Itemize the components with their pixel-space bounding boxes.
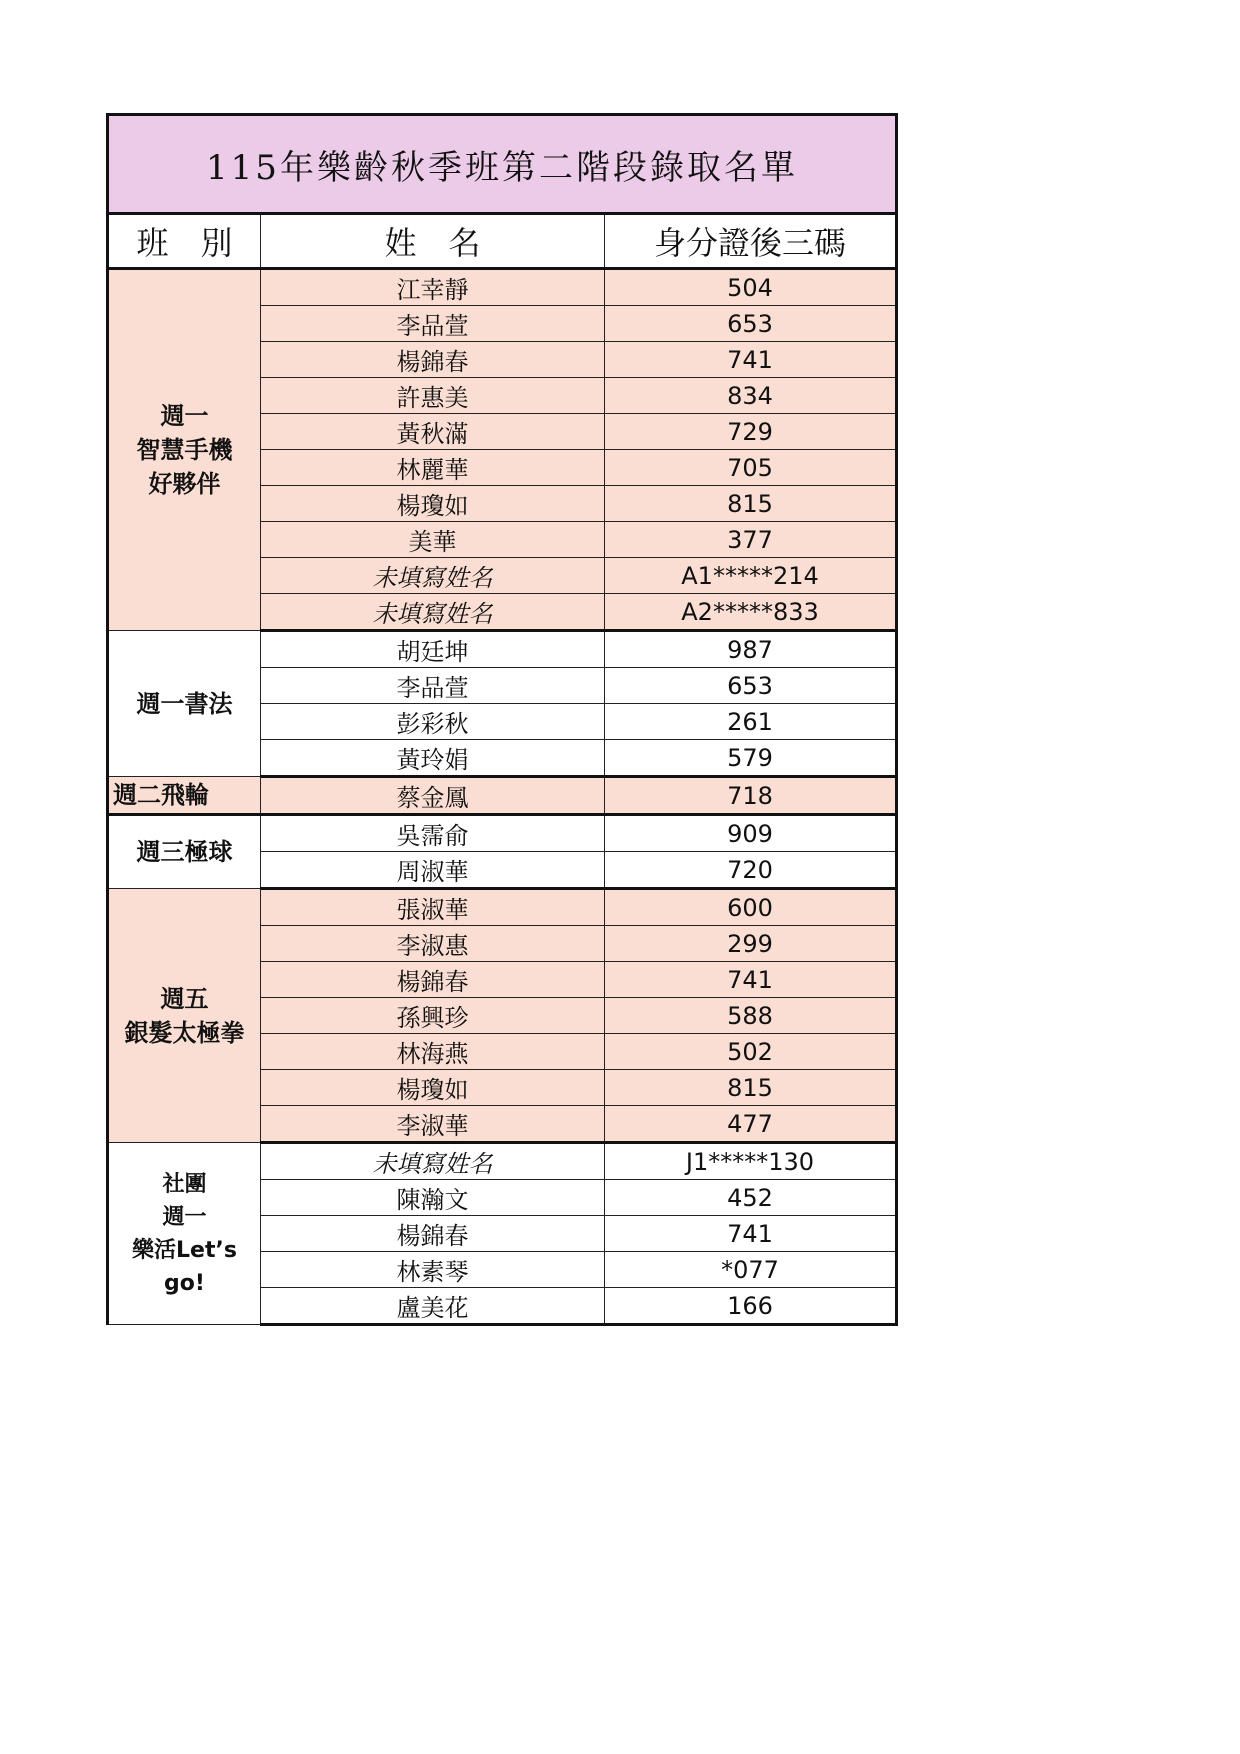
id-suffix-cell: 815 bbox=[605, 1070, 897, 1106]
student-name-cell: 李品萱 bbox=[261, 668, 605, 704]
id-suffix-cell: 987 bbox=[605, 631, 897, 668]
class-name-cell bbox=[108, 815, 261, 889]
student-name-cell: 未填寫姓名 bbox=[261, 558, 605, 594]
page-title: 115年樂齡秋季班第二階段錄取名單 bbox=[108, 115, 897, 214]
student-name-cell: 陳瀚文 bbox=[261, 1180, 605, 1216]
class-name-cell bbox=[108, 889, 261, 1143]
title-row bbox=[108, 115, 897, 214]
admission-list-table bbox=[106, 113, 898, 1326]
class-name-line: 智慧手機 bbox=[136, 436, 233, 464]
id-suffix-cell: 729 bbox=[605, 414, 897, 450]
column-header-id: 身分證後三碼 bbox=[605, 214, 897, 269]
student-name-cell: 彭彩秋 bbox=[261, 704, 605, 740]
id-suffix-cell: 166 bbox=[605, 1288, 897, 1325]
student-name-cell: 未填寫姓名 bbox=[261, 594, 605, 631]
student-name-cell: 林海燕 bbox=[261, 1034, 605, 1070]
id-suffix-cell: 377 bbox=[605, 522, 897, 558]
student-name-cell: 未填寫姓名 bbox=[261, 1143, 605, 1180]
id-suffix-cell: A2*****833 bbox=[605, 594, 897, 631]
table-row bbox=[108, 777, 897, 815]
id-suffix-cell: 720 bbox=[605, 852, 897, 889]
student-name-cell: 楊錦春 bbox=[261, 1216, 605, 1252]
class-name-line: 週二飛輪 bbox=[113, 781, 209, 809]
id-suffix-cell: 741 bbox=[605, 1216, 897, 1252]
class-name-line: 週一書法 bbox=[136, 689, 233, 718]
class-name-cell bbox=[108, 777, 261, 815]
id-suffix-cell: 588 bbox=[605, 998, 897, 1034]
class-name-cell bbox=[108, 631, 261, 777]
student-name-cell: 黃秋滿 bbox=[261, 414, 605, 450]
student-name-cell: 林麗華 bbox=[261, 450, 605, 486]
id-suffix-cell: 909 bbox=[605, 815, 897, 852]
class-name-line: 銀髮太極拳 bbox=[124, 1018, 245, 1047]
class-name-line: go! bbox=[164, 1270, 205, 1296]
student-name-cell: 蔡金鳳 bbox=[261, 777, 605, 815]
student-name-cell: 張淑華 bbox=[261, 889, 605, 926]
table-row bbox=[108, 815, 897, 852]
id-suffix-cell: 504 bbox=[605, 269, 897, 306]
id-suffix-cell: 653 bbox=[605, 306, 897, 342]
column-header-name: 姓 名 bbox=[261, 214, 605, 269]
student-name-cell: 林素琴 bbox=[261, 1252, 605, 1288]
student-name-cell: 周淑華 bbox=[261, 852, 605, 889]
id-suffix-cell: 834 bbox=[605, 378, 897, 414]
id-suffix-cell: 653 bbox=[605, 668, 897, 704]
student-name-cell: 楊瓊如 bbox=[261, 1070, 605, 1106]
class-name-line: 樂活Let’s bbox=[132, 1237, 237, 1263]
student-name-cell: 胡廷坤 bbox=[261, 631, 605, 668]
class-name-line: 週三極球 bbox=[136, 838, 233, 866]
class-name-line: 週五 bbox=[160, 984, 209, 1013]
id-suffix-cell: 261 bbox=[605, 704, 897, 740]
header-row bbox=[108, 214, 897, 269]
id-suffix-cell: 452 bbox=[605, 1180, 897, 1216]
table-row bbox=[108, 1143, 897, 1180]
id-suffix-cell: 718 bbox=[605, 777, 897, 815]
student-name-cell: 楊錦春 bbox=[261, 962, 605, 998]
column-header-class: 班 別 bbox=[108, 214, 261, 269]
class-name-line: 好夥伴 bbox=[148, 470, 221, 498]
student-name-cell: 許惠美 bbox=[261, 378, 605, 414]
id-suffix-cell: J1*****130 bbox=[605, 1143, 897, 1180]
class-name-cell bbox=[108, 1143, 261, 1325]
student-name-cell: 孫興珍 bbox=[261, 998, 605, 1034]
id-suffix-cell: 600 bbox=[605, 889, 897, 926]
id-suffix-cell: 502 bbox=[605, 1034, 897, 1070]
student-name-cell: 楊錦春 bbox=[261, 342, 605, 378]
table-row bbox=[108, 889, 897, 926]
class-name-line: 週一 bbox=[160, 402, 209, 430]
id-suffix-cell: 705 bbox=[605, 450, 897, 486]
student-name-cell: 李品萱 bbox=[261, 306, 605, 342]
table-row bbox=[108, 269, 897, 306]
student-name-cell: 李淑華 bbox=[261, 1106, 605, 1143]
student-name-cell: 李淑惠 bbox=[261, 926, 605, 962]
student-name-cell: 江幸靜 bbox=[261, 269, 605, 306]
class-name-line: 週一 bbox=[162, 1204, 207, 1230]
id-suffix-cell: 815 bbox=[605, 486, 897, 522]
student-name-cell: 美華 bbox=[261, 522, 605, 558]
class-name-line: 社團 bbox=[162, 1171, 207, 1197]
id-suffix-cell: 299 bbox=[605, 926, 897, 962]
table-row bbox=[108, 631, 897, 668]
student-name-cell: 吳霈俞 bbox=[261, 815, 605, 852]
student-name-cell: 黃玲娟 bbox=[261, 740, 605, 777]
student-name-cell: 楊瓊如 bbox=[261, 486, 605, 522]
id-suffix-cell: 741 bbox=[605, 962, 897, 998]
id-suffix-cell: *077 bbox=[605, 1252, 897, 1288]
id-suffix-cell: 477 bbox=[605, 1106, 897, 1143]
class-name-cell bbox=[108, 269, 261, 631]
student-name-cell: 盧美花 bbox=[261, 1288, 605, 1325]
id-suffix-cell: 741 bbox=[605, 342, 897, 378]
id-suffix-cell: 579 bbox=[605, 740, 897, 777]
id-suffix-cell: A1*****214 bbox=[605, 558, 897, 594]
